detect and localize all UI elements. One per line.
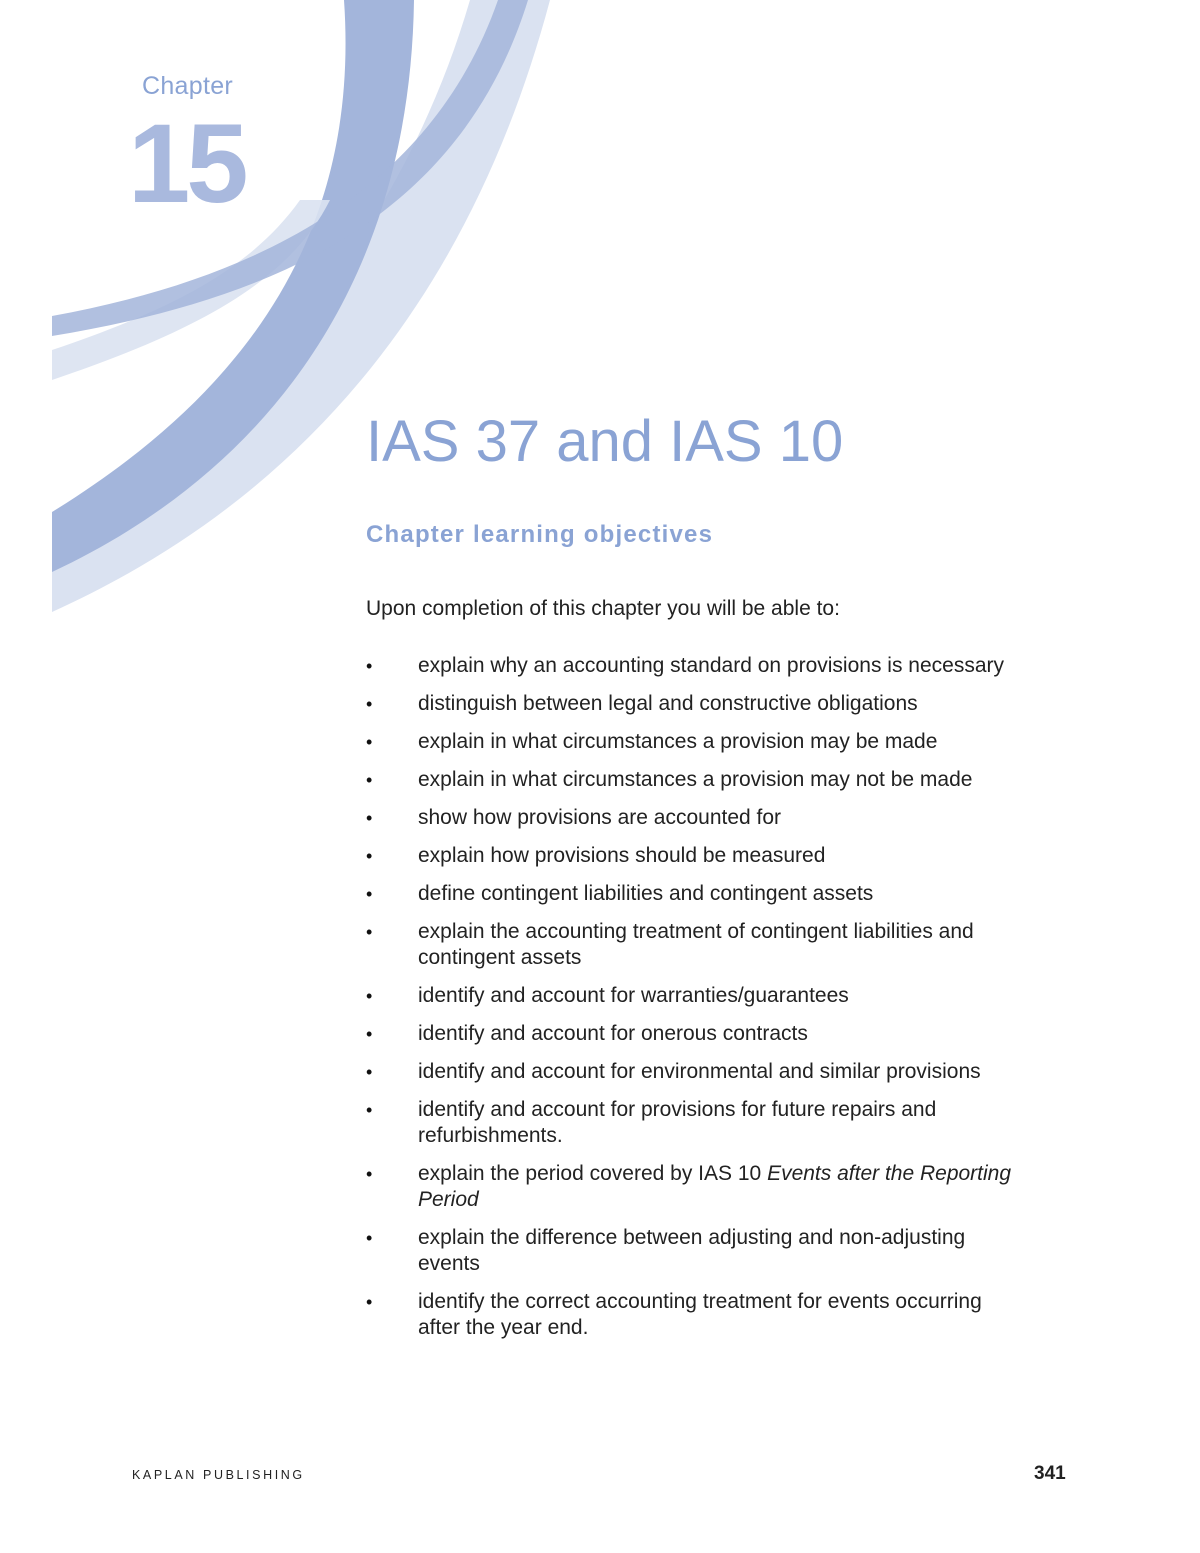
objectives-list: [366, 653, 1026, 1353]
objective-text: explain in what circumstances a provision may not be made: [418, 768, 973, 791]
bullet-icon: •: [366, 1024, 373, 1044]
bullet-icon: •: [366, 1228, 373, 1248]
objective-text: identify the correct accounting treatment for events occurring after the year end.: [418, 1290, 982, 1339]
intro-text: Upon completion of this chapter you will be able to:: [366, 597, 840, 620]
bullet-icon: •: [366, 732, 373, 752]
list-item: [366, 1021, 1026, 1047]
objective-text: identify and account for onerous contracts: [418, 1022, 808, 1045]
objective-text: identify and account for environmental and similar provisions: [418, 1060, 981, 1083]
list-item: [366, 919, 1026, 971]
objective-text: distinguish between legal and constructive obligations: [418, 692, 918, 715]
list-item: [366, 983, 1026, 1009]
objective-text: explain the accounting treatment of contingent liabilities and contingent assets: [418, 920, 974, 969]
list-item: [366, 653, 1026, 679]
objective-italic-text: Events after the Reporting Period: [418, 1162, 1012, 1211]
list-item: [366, 1161, 1026, 1213]
objective-text: identify and account for warranties/guarantees: [418, 984, 849, 1007]
bullet-icon: •: [366, 656, 373, 676]
bullet-icon: •: [366, 1062, 373, 1082]
list-item: [366, 767, 1026, 793]
page-number: 341: [1034, 1463, 1066, 1484]
list-item: [366, 805, 1026, 831]
bullet-icon: •: [366, 846, 373, 866]
bullet-icon: •: [366, 1292, 373, 1312]
bullet-icon: •: [366, 1164, 373, 1184]
chapter-number: 15: [128, 101, 245, 226]
objective-text: explain in what circumstances a provision may be made: [418, 730, 938, 753]
bullet-icon: •: [366, 884, 373, 904]
list-item: [366, 881, 1026, 907]
list-item: [366, 691, 1026, 717]
list-item: [366, 729, 1026, 755]
objective-text: show how provisions are accounted for: [418, 806, 782, 829]
objective-text: explain how provisions should be measured: [418, 844, 826, 867]
bullet-icon: •: [366, 922, 373, 942]
bullet-icon: •: [366, 694, 373, 714]
page-title: IAS 37 and IAS 10: [366, 409, 844, 474]
bullet-icon: •: [366, 770, 373, 790]
list-item: [366, 1289, 1026, 1341]
chapter-label: Chapter: [142, 72, 234, 100]
objective-text: identify and account for provisions for future repairs and refurbishments.: [418, 1098, 937, 1147]
list-item: [366, 1225, 1026, 1277]
list-item: [366, 1059, 1026, 1085]
footer-publisher: KAPLAN PUBLISHING: [132, 1468, 305, 1482]
objective-text: explain why an accounting standard on provisions is necessary: [418, 654, 1005, 677]
objective-text: explain the period covered by IAS 10 Events after the Reporting Period: [418, 1162, 1012, 1211]
list-item: [366, 1097, 1026, 1149]
bullet-icon: •: [366, 808, 373, 828]
bullet-icon: •: [366, 986, 373, 1006]
objective-text: explain the difference between adjusting and non-adjusting events: [418, 1226, 966, 1275]
section-heading: Chapter learning objectives: [366, 521, 714, 548]
list-item: [366, 843, 1026, 869]
bullet-icon: •: [366, 1100, 373, 1120]
objective-text: define contingent liabilities and contingent assets: [418, 882, 874, 905]
